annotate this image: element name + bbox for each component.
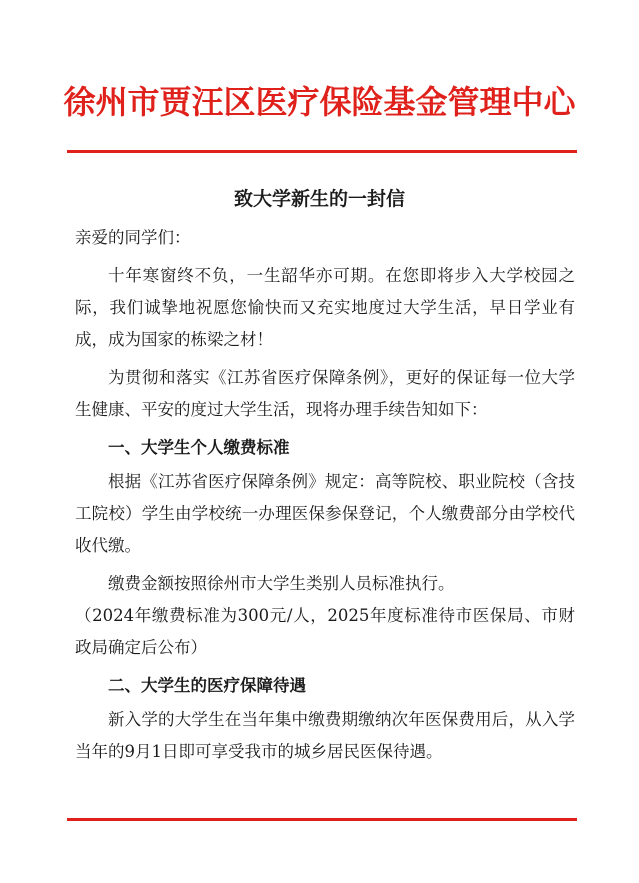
section-1-heading: 一、大学生个人缴费标准 [108, 438, 290, 457]
purpose-paragraph: 为贯彻和落实《江苏省医疗保障条例》，更好的保证每一位大学生健康、平安的度过大学生活，现将办理手续告知如下： [75, 368, 575, 419]
section-1-paragraph-2: 缴费金额按照徐州市大学生类别人员标准执行。 [108, 574, 455, 593]
letter-body [75, 222, 575, 768]
salutation: 亲爱的同学们： [75, 228, 191, 247]
section-1-paragraph-1: 根据《江苏省医疗保障条例》规定：高等院校、职业院校（含技工院校）学生由学校统一办理医保参保登记，个人缴费部分由学校代收代缴。 [75, 472, 575, 555]
section-2-paragraph-1: 新入学的大学生在当年集中缴费期缴纳次年医保费用后，从入学当年的9月1日即可享受我市的城乡居民医保待遇。 [75, 710, 575, 761]
section-1-note: （2024年缴费标准为300元/人，2025年度标准待市医保局、市财政局确定后公布） [75, 606, 575, 657]
header-divider [67, 150, 577, 153]
footer-divider [67, 818, 577, 821]
section-2-heading: 二、大学生的医疗保障待遇 [108, 676, 306, 695]
organization-header: 徐州市贾汪区医疗保险基金管理中心 [63, 83, 576, 121]
letter-title: 致大学新生的一封信 [233, 188, 405, 210]
intro-paragraph: 十年寒窗终不负，一生韶华亦可期。在您即将步入大学校园之际，我们诚挚地祝愿您愉快而又充实地度过大学生活，早日学业有成，成为国家的栋梁之材！ [75, 266, 575, 349]
